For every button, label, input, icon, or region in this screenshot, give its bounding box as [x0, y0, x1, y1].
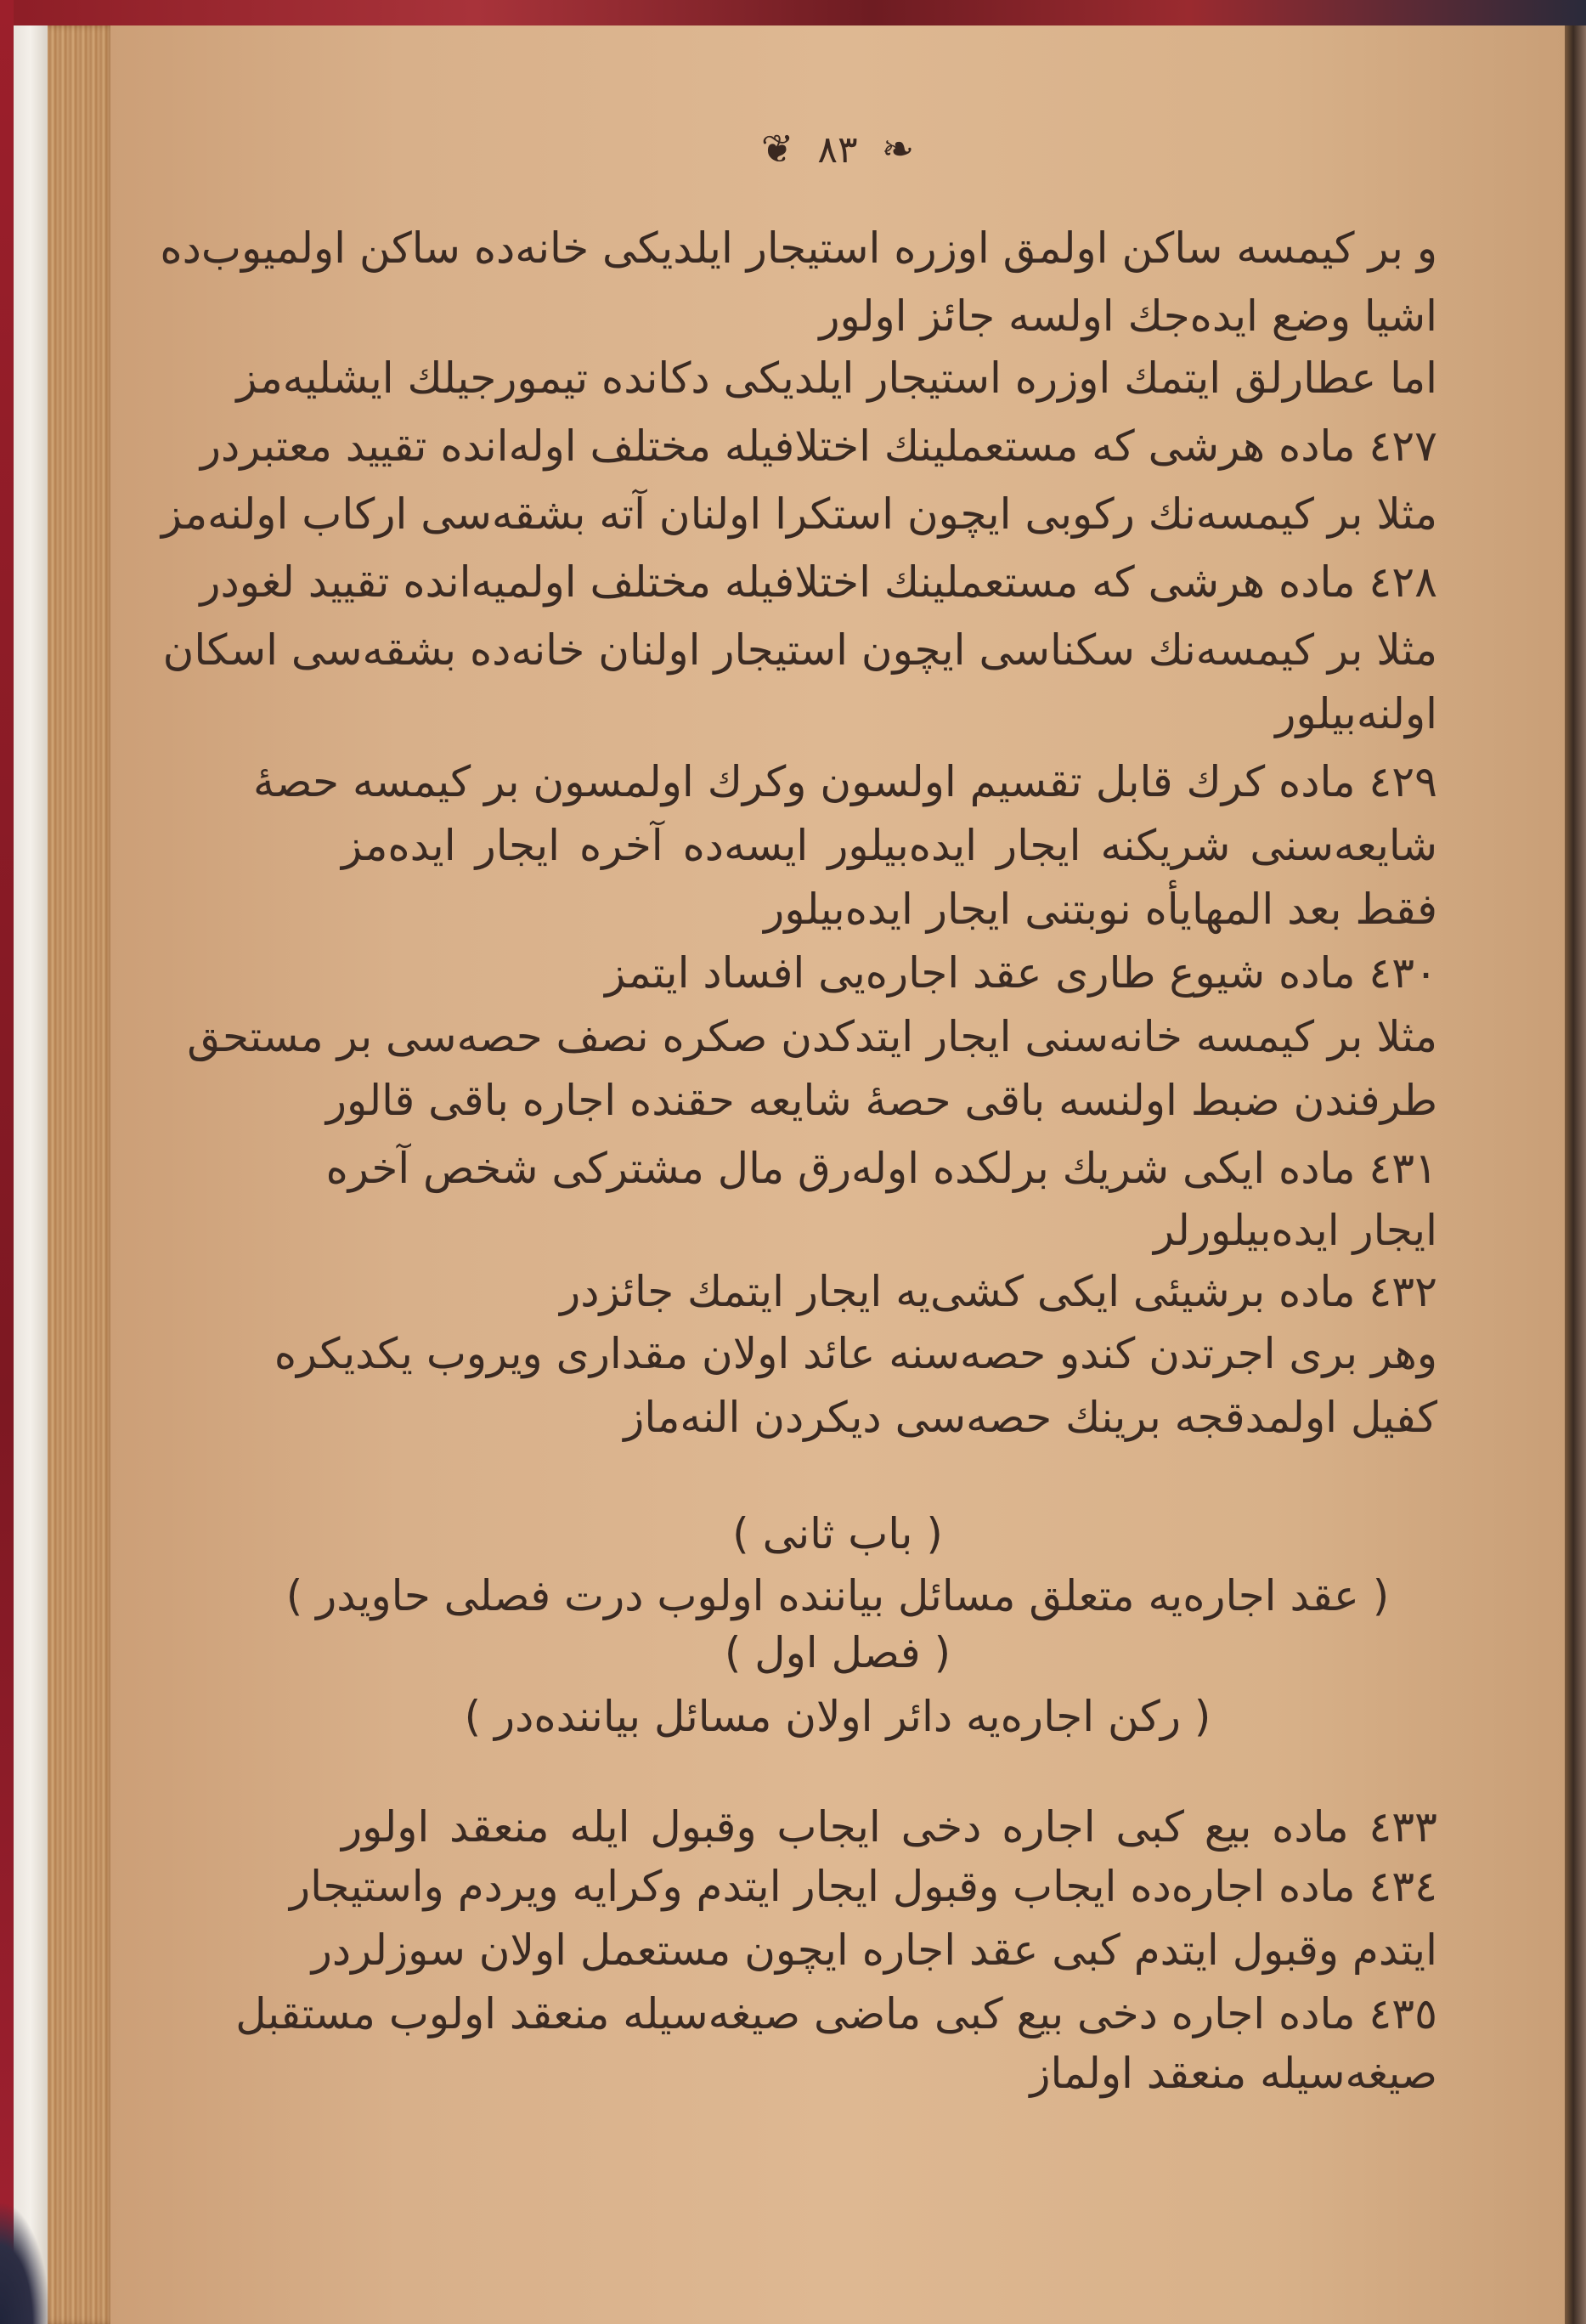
text-line: فقط بعد المهايأه نوبتنى ايجار ايده‌بيلور	[764, 885, 1437, 934]
ornament-left-icon: ❦	[760, 126, 794, 172]
article-432: ٤٣٢ ماده برشيئى ايكى كشى‌يه ايجار ايتمك جائزدر	[560, 1267, 1437, 1316]
section-heading-fasl-subtitle: ( ركن اجاره‌يه دائر اولان مسائل بياننده‌در )	[464, 1692, 1211, 1741]
text-line: ايتدم وقبول ايتدم كبى عقد اجاره ايچون مستعمل اولان سوزلردر	[311, 1925, 1437, 1975]
page-text	[110, 25, 1565, 2324]
article-435: ٤٣٥ ماده اجاره دخى بيع كبى ماضى صيغه‌سيله منعقد اولوب مستقبل	[235, 1989, 1437, 2038]
article-434: ٤٣٤ ماده اجاره‌ده ايجاب وقبول ايجار ايتدم وكرايه ويردم واستيجار	[290, 1862, 1437, 1911]
text-line: صيغه‌سيله منعقد اولماز	[1030, 2049, 1437, 2098]
article-429: ٤٢٩ ماده كرك قابل تقسيم اولسون وكرك اولمسون بر كيمسه حصهٔ	[253, 757, 1437, 806]
book-binding-top	[0, 0, 1586, 25]
article-433: ٤٣٣ ماده بيع كبى اجاره دخى ايجاب وقبول ايله منعقد اولور	[341, 1802, 1437, 1852]
text-line: و بر كيمسه ساكن اولمق اوزره استيجار ايلديكى خانه‌ده ساكن اولميوب‌ده	[160, 223, 1437, 273]
text-line: مثلا بر كيمسه‌نك ركوبى ايچون استكرا اولنان آته بشقه‌سى اركاب اولنه‌مز	[161, 489, 1437, 539]
text-line: اولنه‌بيلور	[1275, 689, 1437, 738]
page-number: ٨٣	[817, 128, 858, 172]
book-binding-left	[0, 0, 14, 2324]
article-427: ٤٢٧ ماده هرشى كه مستعملينك اختلافيله مختلف اوله‌انده تقييد معتبردر	[200, 421, 1437, 471]
book-cover-corner	[0, 2201, 51, 2324]
text-line: طرفندن ضبط اولنسه باقى حصهٔ شايعه حقنده اجاره باقى قالور	[325, 1076, 1437, 1125]
article-430: ٤٣٠ ماده شيوع طارى عقد اجاره‌يى افساد ايتمز	[605, 948, 1437, 998]
text-line: مثلا بر كيمسه‌نك سكناسى ايچون استيجار اولنان خانه‌ده بشقه‌سى اسكان	[162, 625, 1437, 675]
text-line: ايجار ايده‌بيلورلر	[1154, 1206, 1437, 1255]
text-line: كفيل اولمدقجه برينك حصه‌سى ديكردن النه‌ماز	[624, 1393, 1437, 1442]
section-heading-bab: ( باب ثانى )	[732, 1509, 943, 1558]
text-line: اما عطارلق ايتمك اوزره استيجار ايلديكى دكانده تيمورجيلك ايشليه‌مز	[236, 353, 1437, 403]
text-line: شايعه‌سنى شريكنه ايجار ايده‌بيلور ايسه‌ده آخره ايجار ايده‌مز	[341, 821, 1437, 870]
page-stack-edges	[48, 25, 116, 2324]
article-428: ٤٢٨ ماده هرشى كه مستعملينك اختلافيله مختلف اولميه‌انده تقييد لغودر	[200, 557, 1437, 607]
page-edge-white	[14, 25, 48, 2324]
article-431: ٤٣١ ماده ايكى شريك برلكده اوله‌رق مال مشتركى شخص آخره	[325, 1144, 1437, 1193]
book-page	[110, 25, 1565, 2324]
section-heading-fasl: ( فصل اول )	[724, 1628, 951, 1677]
text-line: اشيا وضع ايده‌جك اولسه جائز اولور	[819, 291, 1437, 341]
section-heading-subtitle: ( عقد اجاره‌يه متعلق مسائل بياننده اولوب درت فصلى حاويدر )	[285, 1571, 1390, 1620]
page-right-edge	[1565, 25, 1586, 2324]
text-line: مثلا بر كيمسه خانه‌سنى ايجار ايتدكدن صكره نصف حصه‌سى بر مستحق	[187, 1012, 1437, 1061]
ornament-right-icon: ❧	[881, 126, 915, 172]
text-line: وهر برى اجرتدن كندو حصه‌سنه عائد اولان مقدارى ويروب يكديكره	[274, 1329, 1437, 1378]
